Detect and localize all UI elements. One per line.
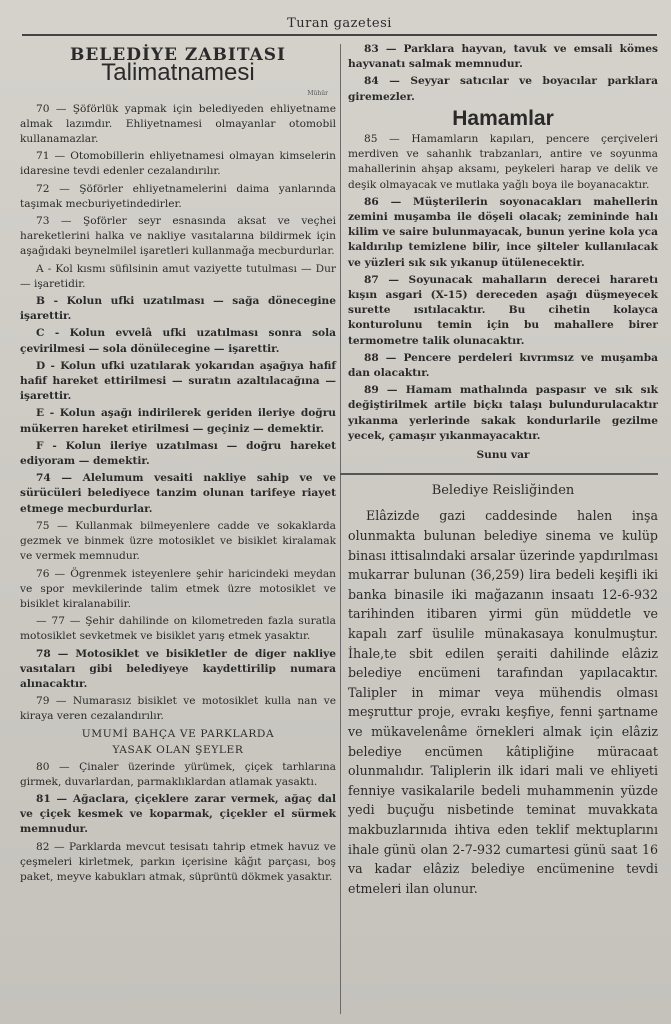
section-rule bbox=[340, 473, 658, 475]
regulation-paragraph: 87 — Soyunacak mahalların derecei hararetı kışın asgari (X-15) dereceden aşağı düşmeyecek surette ısıtılacaktır. Bu cihetin kolayca konturolunu temin için bu mahallere birer termometre talik olunacaktır. bbox=[348, 273, 658, 347]
regulation-paragraph: 72 — Şöförler ehliyetnamelerini daima yanlarında taşımak mecburiyetindedirler. bbox=[20, 182, 336, 210]
section-heading: Hamamlar bbox=[452, 106, 554, 130]
section-subhead: UMUMİ BAHÇA VE PARKLARDA bbox=[81, 727, 275, 740]
article-heading: BELEDİYE ZABITASI bbox=[69, 45, 286, 65]
regulation-paragraph: 88 — Pencere perdeleri kıvrımsız ve muşamba dan olacaktır. bbox=[348, 351, 658, 380]
signal-item: E - Kolun aşağı indirilerek geriden ileriye doğru mükerren hareket etirilmesi — geçiniz — demektir. bbox=[20, 407, 336, 435]
article-subheading: Talimatnamesi bbox=[101, 59, 255, 87]
stamp-note: Mühür bbox=[307, 90, 328, 98]
regulation-paragraph: 83 — Parklara hayvan, tavuk ve emsali kömes hayvanatı salmak memnudur. bbox=[348, 43, 658, 71]
left-column bbox=[20, 42, 336, 887]
column-divider bbox=[340, 44, 341, 1014]
regulation-paragraph: — 77 — Şehir dahilinde on kilometreden fazla suratla motosiklet sevketmek ve bisiklet yarış etmek yasaktır. bbox=[20, 615, 336, 643]
section-subhead: YASAK OLAN ŞEYLER bbox=[112, 743, 244, 756]
regulation-paragraph: 84 — Seyyar satıcılar ve boyacılar parklara giremezler. bbox=[348, 75, 658, 103]
regulation-paragraph: 71 — Otomobillerin ehliyetnamesi olmayan kimselerin idaresine tevdi edenler cezalandırılır. bbox=[20, 150, 336, 178]
right-column bbox=[348, 42, 658, 898]
continued-note: Sunu var bbox=[476, 449, 530, 462]
regulation-paragraph: 85 — Hamamların kapıları, pencere çerçiveleri merdiven ve sahanlık trabzanları, antire ve soyunma mahallerinin ahşap aksamı, peykeleri harap ve delik ve deşik olmayacak ve mutlaka yağlı boya ile boyanacaktır. bbox=[348, 133, 658, 191]
newspaper-title: Turan gazetesi bbox=[287, 16, 392, 31]
signal-item: D - Kolun ufki uzatılarak yokarıdan aşağıya hafif hafif hareket ettirilmesi — suratın azaltılacağına — işarettir. bbox=[20, 359, 336, 403]
signal-item: B - Kolun ufki uzatılması — sağa dönecegine işarettir. bbox=[20, 295, 336, 323]
regulation-paragraph: 76 — Ögrenmek isteyenlere şehir haricindeki meydan ve spor mevkilerinde talim etmek üzre motosiklet ve bisiklet kiralanabilir. bbox=[20, 567, 336, 610]
regulation-paragraph: 73 — Şoförler seyr esnasında aksat ve veçhei hareketlerini halka ve nakliye vasıtalarına bildirmek için aşağıdaki beynelmilel işaretleri kullanmağa mecburdurlar. bbox=[20, 215, 336, 258]
regulation-paragraph: 79 — Numarasız bisiklet ve motosiklet kulla nan ve kiraya veren cezalandırılır. bbox=[20, 695, 336, 723]
regulation-paragraph: 86 — Müşterilerin soyonacakları mahellerin zemini muşamba ile döşeli olacak; zemininde halı kilim ve saire bulunmayacak, bunun yerine kola yca kaldırılıp temizlene bilir, ince şilteler kullanılacak ve yüzleri sık sık yıkanup ütülenecektir. bbox=[348, 195, 658, 269]
signal-item: A - Kol kısmı süfilsinin amut vaziyette tutulması — Dur — işaretidir. bbox=[20, 262, 336, 290]
regulation-paragraph: 75 — Kullanmak bilmeyenlere cadde ve sokaklarda gezmek ve binmek üzre motosiklet ve bisiklet kiralamak ve vermek memnudur. bbox=[20, 519, 336, 563]
regulation-paragraph: 89 — Hamam mathalında paspasır ve sık sık değiştirilmek artile biçkı talaşı bulundurulacaktır yıkanma yerlerinde sakak kondurlarile gezilme yecek, çamaşır yıkanmayacaktır. bbox=[348, 384, 658, 442]
regulation-paragraph: 81 — Ağaclara, çiçeklere zarar vermek, ağaç dal ve çiçek kesmek ve koparmak, çiçekler el sürmek memnudur. bbox=[20, 792, 336, 836]
regulation-paragraph: 78 — Motosiklet ve bisikletler de diger nakliye vasıtaları gibi belediyeye kaydettirilip numara alınacaktır. bbox=[20, 647, 336, 690]
regulation-paragraph: 70 — Şöförlük yapmak için belediyeden ehliyetname almak lazımdır. Ehliyetnamesi olmayanlar otomobil kullanamazlar. bbox=[20, 102, 336, 146]
notice-body: Elâzizde gazi caddesinde halen inşa olunmakta bulunan belediye sinema ve kulüp binası ittisalındaki arsalar üzerinde yapdırılması mukarrar bulunan (36,259) lira bedeli keşifli iki banka binasile iki mağazanın insaatı 12-6-932 tarihinden itibaren yirmi gün müddetle ve kapalı zarf üsulile münakasaya konulmuştur. İhale,te sbit edilen şeraiti dahilinde elâziz belediye encümeni tarafından yapılacaktır. Talipler in mimar veya mühendis olması meşruttur proje, evrakı keşfiye, fenni şartname ve mükavelenâme örnekleri almak için elâziz belediye encümen kâtipliğine müracaat olunmalıdır. Taliplerin ilk idari mali ve ehliyeti fenniye vasikalarile bedeli muhammenin yüzde yedi buçuğu nisbetinde teminat muvakkata makbuzlarınıda ihtiva eden teklif mektuplarını ihale günü olan 2-7-932 cumartesi günü saat 16 va kadar elâziz belediye encümenine tevdi etmeleri ilan olunur. bbox=[348, 508, 658, 896]
masthead bbox=[22, 12, 657, 36]
regulation-paragraph: 80 — Çinaler üzerinde yürümek, çiçek tarhlarına girmek, duvarlardan, parmaklıklardan atlamak yasaktı. bbox=[20, 760, 336, 788]
regulation-paragraph: 82 — Parklarda mevcut tesisatı tahrip etmek havuz ve çeşmeleri kirletmek, parkın içerisine kâğıt parçası, boş paket, meyve kabukları atmak, süprüntü dökmek yasaktır. bbox=[20, 840, 336, 883]
regulation-paragraph: 74 — Alelumum vesaiti nakliye sahip ve ve sürücüleri belediyece tanzim olunan tarifeye riayet etmege mecburdurlar. bbox=[20, 472, 336, 515]
signal-item: F - Kolun ileriye uzatılması — doğru hareket ediyoram — demektir. bbox=[20, 439, 336, 468]
signal-item: C - Kolun evvelâ ufki uzatılması sonra sola çevirilmesi — sola dönülecegine — işarettir. bbox=[20, 327, 336, 355]
notice-title: Belediye Reisliğinden bbox=[431, 483, 575, 499]
